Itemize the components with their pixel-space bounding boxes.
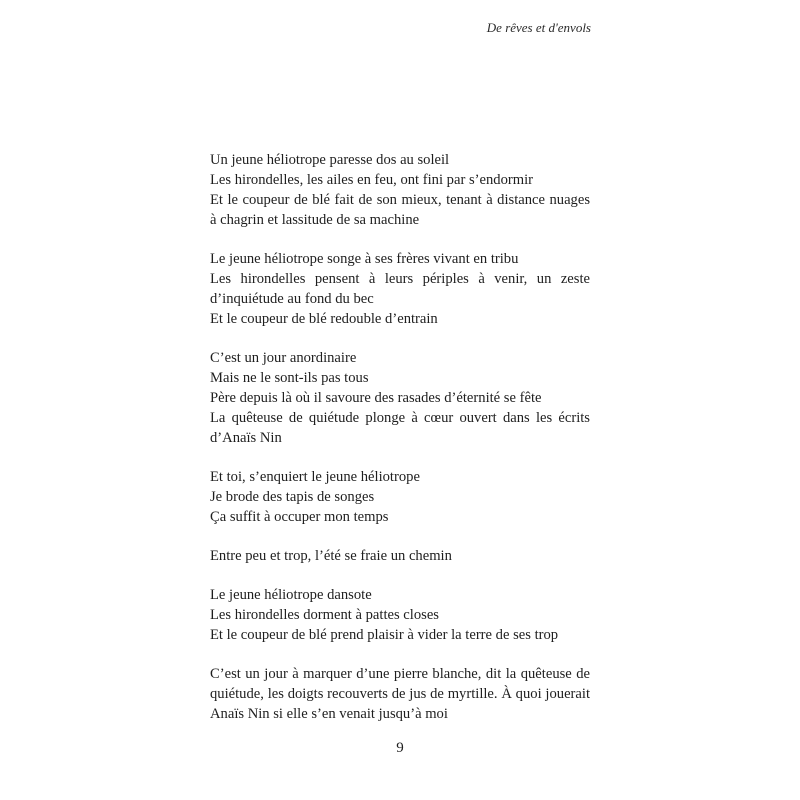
poem-line: Les hirondelles, les ailes en feu, ont fini par s’endormir — [210, 172, 533, 188]
stanza-7 — [210, 664, 590, 724]
poem-line: Et le coupeur de blé prend plaisir à vider la terre de ses trop — [210, 627, 559, 643]
stanza-4 — [210, 467, 590, 527]
stanza-1 — [210, 150, 590, 230]
poem-line: Le jeune héliotrope songe à ses frères vivant en tribu — [210, 251, 519, 267]
poem-line: Les hirondelles dorment à pattes closes — [210, 607, 439, 623]
poem-line: Et le coupeur de blé redouble d’entrain — [210, 311, 438, 327]
poem-line: Entre peu et trop, l’été se fraie un chemin — [210, 548, 452, 564]
poem-line: Mais ne le sont-ils pas tous — [210, 370, 369, 386]
poem-line: Je brode des tapis de songes — [210, 489, 375, 505]
stanza-6 — [210, 585, 590, 645]
running-header: De rêves et d'envols — [486, 20, 591, 35]
stanza-2 — [210, 249, 590, 329]
poem-line: La quêteuse de quiétude plonge à cœur ouvert dans les écrits d’Anaïs Nin — [210, 410, 590, 446]
poem-body — [210, 150, 590, 743]
stanza-5 — [210, 546, 590, 566]
poem-line: C’est un jour anordinaire — [210, 350, 357, 366]
poem-line: Un jeune héliotrope paresse dos au soleil — [210, 152, 450, 168]
poem-line: C’est un jour à marquer d’une pierre blanche, dit la quêteuse de quiétude, les doigts recouverts de jus de myrtille. À quoi jouerait Anaïs Nin si elle s’en venait jusqu’à moi — [210, 666, 590, 722]
poem-line: Père depuis là où il savoure des rasades d’éternité se fête — [210, 390, 542, 406]
poem-line: Ça suffit à occuper mon temps — [210, 509, 389, 525]
poem-line: Et le coupeur de blé fait de son mieux, tenant à distance nuages à chagrin et lassitude de sa machine — [210, 192, 590, 228]
poem-line: Le jeune héliotrope dansote — [210, 587, 372, 603]
poem-line: Et toi, s’enquiert le jeune héliotrope — [210, 469, 420, 485]
page-number: 9 — [396, 740, 404, 756]
stanza-3 — [210, 348, 590, 448]
poem-line: Les hirondelles pensent à leurs périples à venir, un zeste d’inquiétude au fond du bec — [210, 271, 590, 307]
